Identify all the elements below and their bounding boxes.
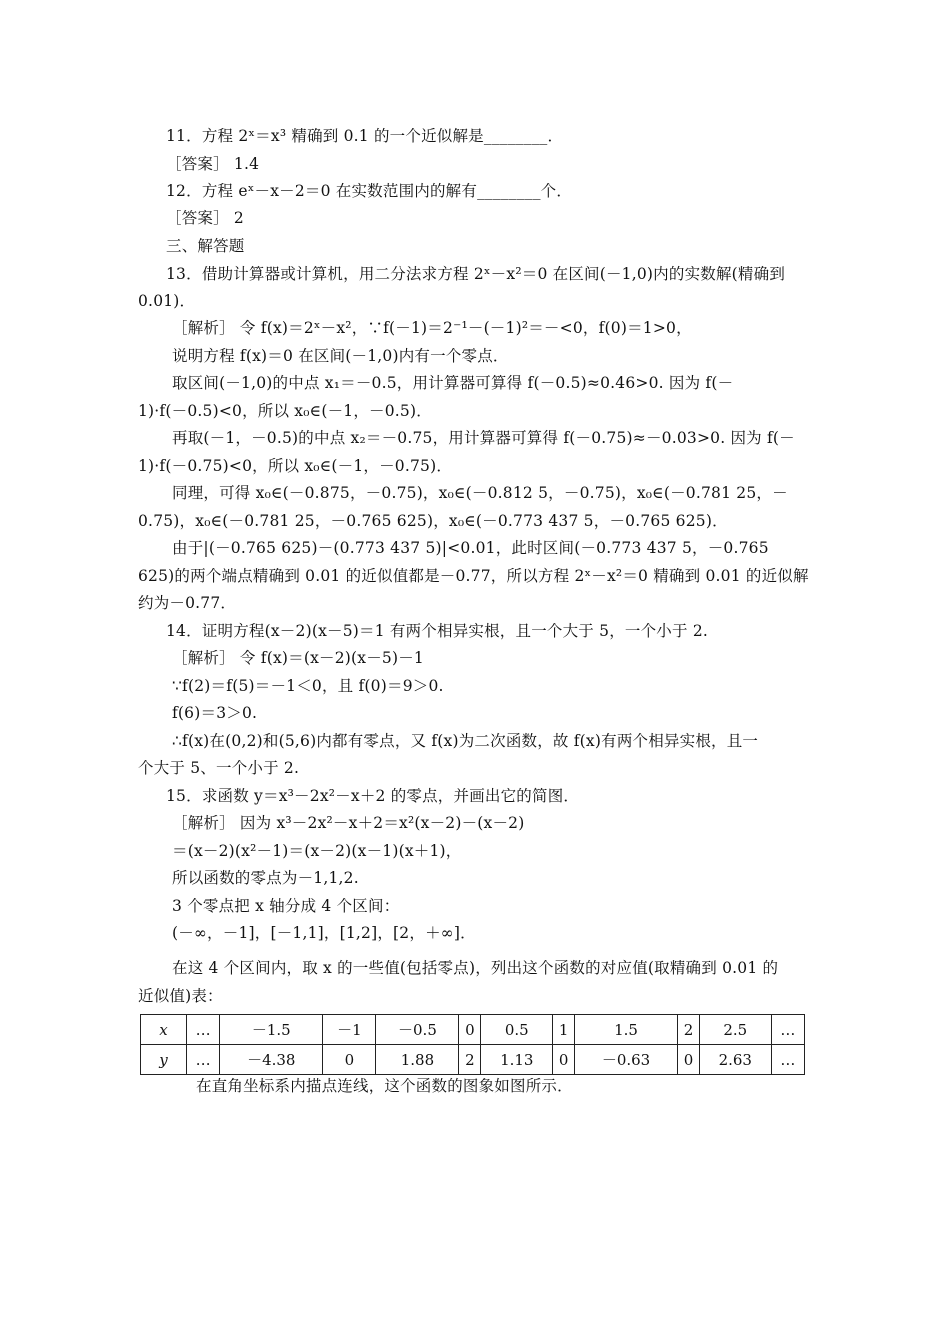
- q13: 13．借助计算器或计算机，用二分法求方程 2ˣ－x²＝0 在区间(－1,0)内的实数解(精确到: [166, 265, 786, 283]
- q13-solution-6-cont: 625)的两个端点精确到 0.01 的近似值都是－0.77，所以方程 2ˣ－x²＝0 精确到 0.01 的近似解: [138, 567, 809, 585]
- q13-solution-3: 取区间(－1,0)的中点 x₁＝－0.5，用计算器可算得 f(－0.5)≈0.46>0. 因为 f(－: [172, 374, 734, 392]
- table-cell: …: [187, 1045, 220, 1075]
- table-row: [141, 1015, 805, 1045]
- q15-solution-1: ［解析］ 因为 x³－2x²－x＋2＝x²(x－2)－(x－2): [172, 814, 525, 832]
- q14-solution-2: ∵f(2)＝f(5)＝－1＜0，且 f(0)＝9＞0.: [172, 677, 444, 695]
- table-cell: y: [141, 1045, 187, 1075]
- table-cell: x: [141, 1015, 187, 1045]
- q11-answer: ［答案］ 1.4: [166, 155, 260, 173]
- q15-closing: 在直角坐标系内描点连线，这个函数的图象如图所示．: [196, 1077, 573, 1095]
- table-cell: 0.5: [481, 1015, 553, 1045]
- q15-solution-5: (－∞，－1]，[－1,1]，[1,2]，[2，＋∞]．: [172, 924, 476, 942]
- q13-solution-2: 说明方程 f(x)＝0 在区间(－1,0)内有一个零点．: [172, 347, 509, 365]
- q13-solution-4-cont: 1)·f(－0.75)<0，所以 x₀∈(－1，－0.75)．: [138, 457, 453, 475]
- q12: 12．方程 eˣ－x－2＝0 在实数范围内的解有________个．: [166, 182, 573, 200]
- q14-solution-4: ∴f(x)在(0,2)和(5,6)内都有零点，又 f(x)为二次函数，故 f(x)有两个相异实根，且一: [172, 732, 759, 750]
- table-cell: 0: [677, 1045, 699, 1075]
- q12-answer: ［答案］ 2: [166, 209, 244, 227]
- q15-solution-4: 3 个零点把 x 轴分成 4 个区间：: [172, 897, 400, 915]
- q11: 11．方程 2ˣ＝x³ 精确到 0.1 的一个近似解是________．: [166, 127, 564, 145]
- q14-solution-3: f(6)＝3＞0.: [172, 704, 258, 722]
- table-cell: －4.38: [220, 1045, 323, 1075]
- table-cell: 1.13: [481, 1045, 553, 1075]
- table-cell: －0.63: [575, 1045, 678, 1075]
- table-cell: －1: [323, 1015, 376, 1045]
- q15: 15．求函数 y＝x³－2x²－x＋2 的零点，并画出它的简图．: [166, 787, 580, 805]
- table-cell: 0: [459, 1015, 481, 1045]
- table-cell: 1.88: [376, 1045, 459, 1075]
- q14-solution-4-cont: 个大于 5、一个小于 2.: [138, 759, 300, 777]
- table-cell: 0: [323, 1045, 376, 1075]
- table-cell: 0: [553, 1045, 575, 1075]
- table-cell: 1: [553, 1015, 575, 1045]
- table-cell: －1.5: [220, 1015, 323, 1045]
- q13-solution-3-cont: 1)·f(－0.5)<0，所以 x₀∈(－1，－0.5)．: [138, 402, 432, 420]
- q13-solution-1: ［解析］ 令 f(x)＝2ˣ－x²，∵f(－1)＝2⁻¹－(－1)²＝－<0，f(0)＝1>0，: [172, 319, 692, 337]
- q13-solution-5: 同理，可得 x₀∈(－0.875，－0.75)，x₀∈(－0.812 5，－0.75)，x₀∈(－0.781 25，－: [172, 484, 788, 502]
- table-cell: 2: [459, 1045, 481, 1075]
- table-cell: －0.5: [376, 1015, 459, 1045]
- q15-solution-3: 所以函数的零点为－1,1,2.: [172, 869, 359, 887]
- table-cell: …: [771, 1015, 804, 1045]
- q15-solution-2: ＝(x－2)(x²－1)＝(x－2)(x－1)(x＋1)，: [172, 842, 462, 860]
- section-heading: 三、解答题: [166, 237, 245, 255]
- q13-solution-6: 由于|(－0.765 625)－(0.773 437 5)|<0.01，此时区间(－0.773 437 5，－0.765: [172, 539, 769, 557]
- table-cell: 2: [677, 1015, 699, 1045]
- q15-solution-6: 在这 4 个区间内，取 x 的一些值(包括零点)，列出这个函数的对应值(取精确到 0.01 的: [172, 959, 779, 977]
- q13-solution-5-cont: 0.75)，x₀∈(－0.781 25，－0.765 625)，x₀∈(－0.773 437 5，－0.765 625)．: [138, 512, 728, 530]
- q15-solution-6-cont: 近似值)表：: [138, 987, 223, 1005]
- table-cell: 2.63: [699, 1045, 771, 1075]
- q14: 14．证明方程(x－2)(x－5)＝1 有两个相异实根，且一个大于 5，一个小于 2.: [166, 622, 709, 640]
- table-cell: …: [771, 1045, 804, 1075]
- table-cell: …: [187, 1015, 220, 1045]
- q13-solution-6-cont2: 约为－0.77．: [138, 594, 237, 612]
- table-row: [141, 1045, 805, 1075]
- q13-solution-4: 再取(－1，－0.5)的中点 x₂＝－0.75，用计算器可算得 f(－0.75)≈－0.03>0. 因为 f(－: [172, 429, 795, 447]
- table-cell: 2.5: [699, 1015, 771, 1045]
- table-cell: 1.5: [575, 1015, 678, 1045]
- value-table: [140, 1014, 805, 1075]
- q14-solution-1: ［解析］ 令 f(x)＝(x－2)(x－5)－1: [172, 649, 424, 667]
- q13-cont: 0.01)．: [138, 292, 196, 310]
